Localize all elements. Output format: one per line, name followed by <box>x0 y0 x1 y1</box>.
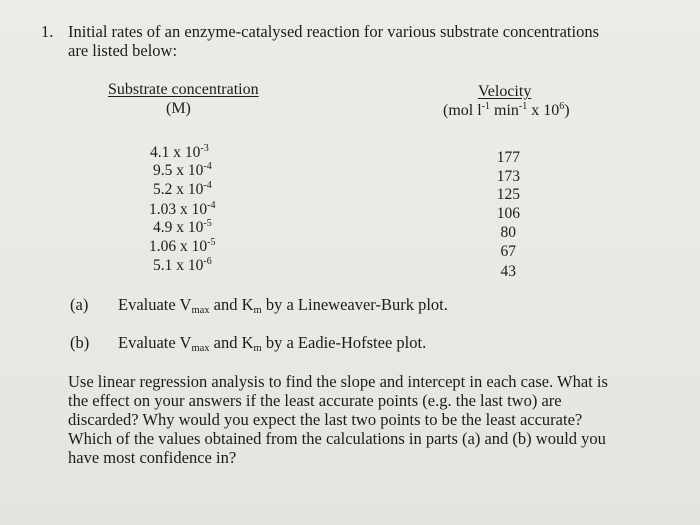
substrate-value: 4.1 x $10^{-3}$ <box>150 143 209 161</box>
question-number: 1. <box>41 22 54 41</box>
velocity-value: 125 <box>496 186 520 203</box>
velocity-value: 173 <box>496 168 520 185</box>
velocity-value: 177 <box>496 149 520 166</box>
question-line-1: Initial rates of an enzyme-catalysed reaction for various substrate concentrations <box>68 22 599 41</box>
substrate-value: 9.5 x $10^{-4}$ <box>153 161 212 179</box>
substrate-value: 5.2 x $10^{-4}$ <box>153 180 212 198</box>
question-line-2: are listed below: <box>68 41 178 60</box>
part-a-text: Evaluate $V_{max}$ and $K_m$ by a Lineweaver-Burk plot. <box>118 295 448 316</box>
velocity-value: 80 <box>500 224 516 241</box>
velocity-unit: (mol $l^{-1}$ $\min^{-1} x$ $10^6$) <box>443 101 570 119</box>
closing-line: have most confidence in? <box>68 448 237 467</box>
substrate-unit: (M) <box>166 100 191 117</box>
velocity-value: 67 <box>500 243 516 260</box>
substrate-value: 1.06 x $10^{-5}$ <box>149 237 216 255</box>
closing-line: Use linear regression analysis to find the slope and intercept in each case. What is <box>68 372 608 391</box>
substrate-header: Substrate concentration <box>108 81 259 98</box>
part-a-label: (a) <box>70 295 89 314</box>
substrate-value: 5.1 x $10^{-6}$ <box>153 256 212 274</box>
velocity-value: 106 <box>496 205 520 222</box>
closing-line: discarded? Why would you expect the last two points to be the least accurate? <box>68 410 583 429</box>
closing-line: the effect on your answers if the least accurate points (e.g. the last two) are <box>68 391 562 410</box>
part-b-text: Evaluate $V_{max}$ and $K_m$ by a Eadie-Hofstee plot. <box>118 333 427 354</box>
velocity-value: 43 <box>500 263 516 280</box>
closing-line: Which of the values obtained from the calculations in parts (a) and (b) would you <box>68 429 606 448</box>
substrate-value: 1.03 x $10^{-4}$ <box>149 200 216 218</box>
substrate-value: 4.9 x $10^{-5}$ <box>153 218 212 236</box>
velocity-header: Velocity <box>478 83 532 100</box>
part-b-label: (b) <box>70 333 90 352</box>
